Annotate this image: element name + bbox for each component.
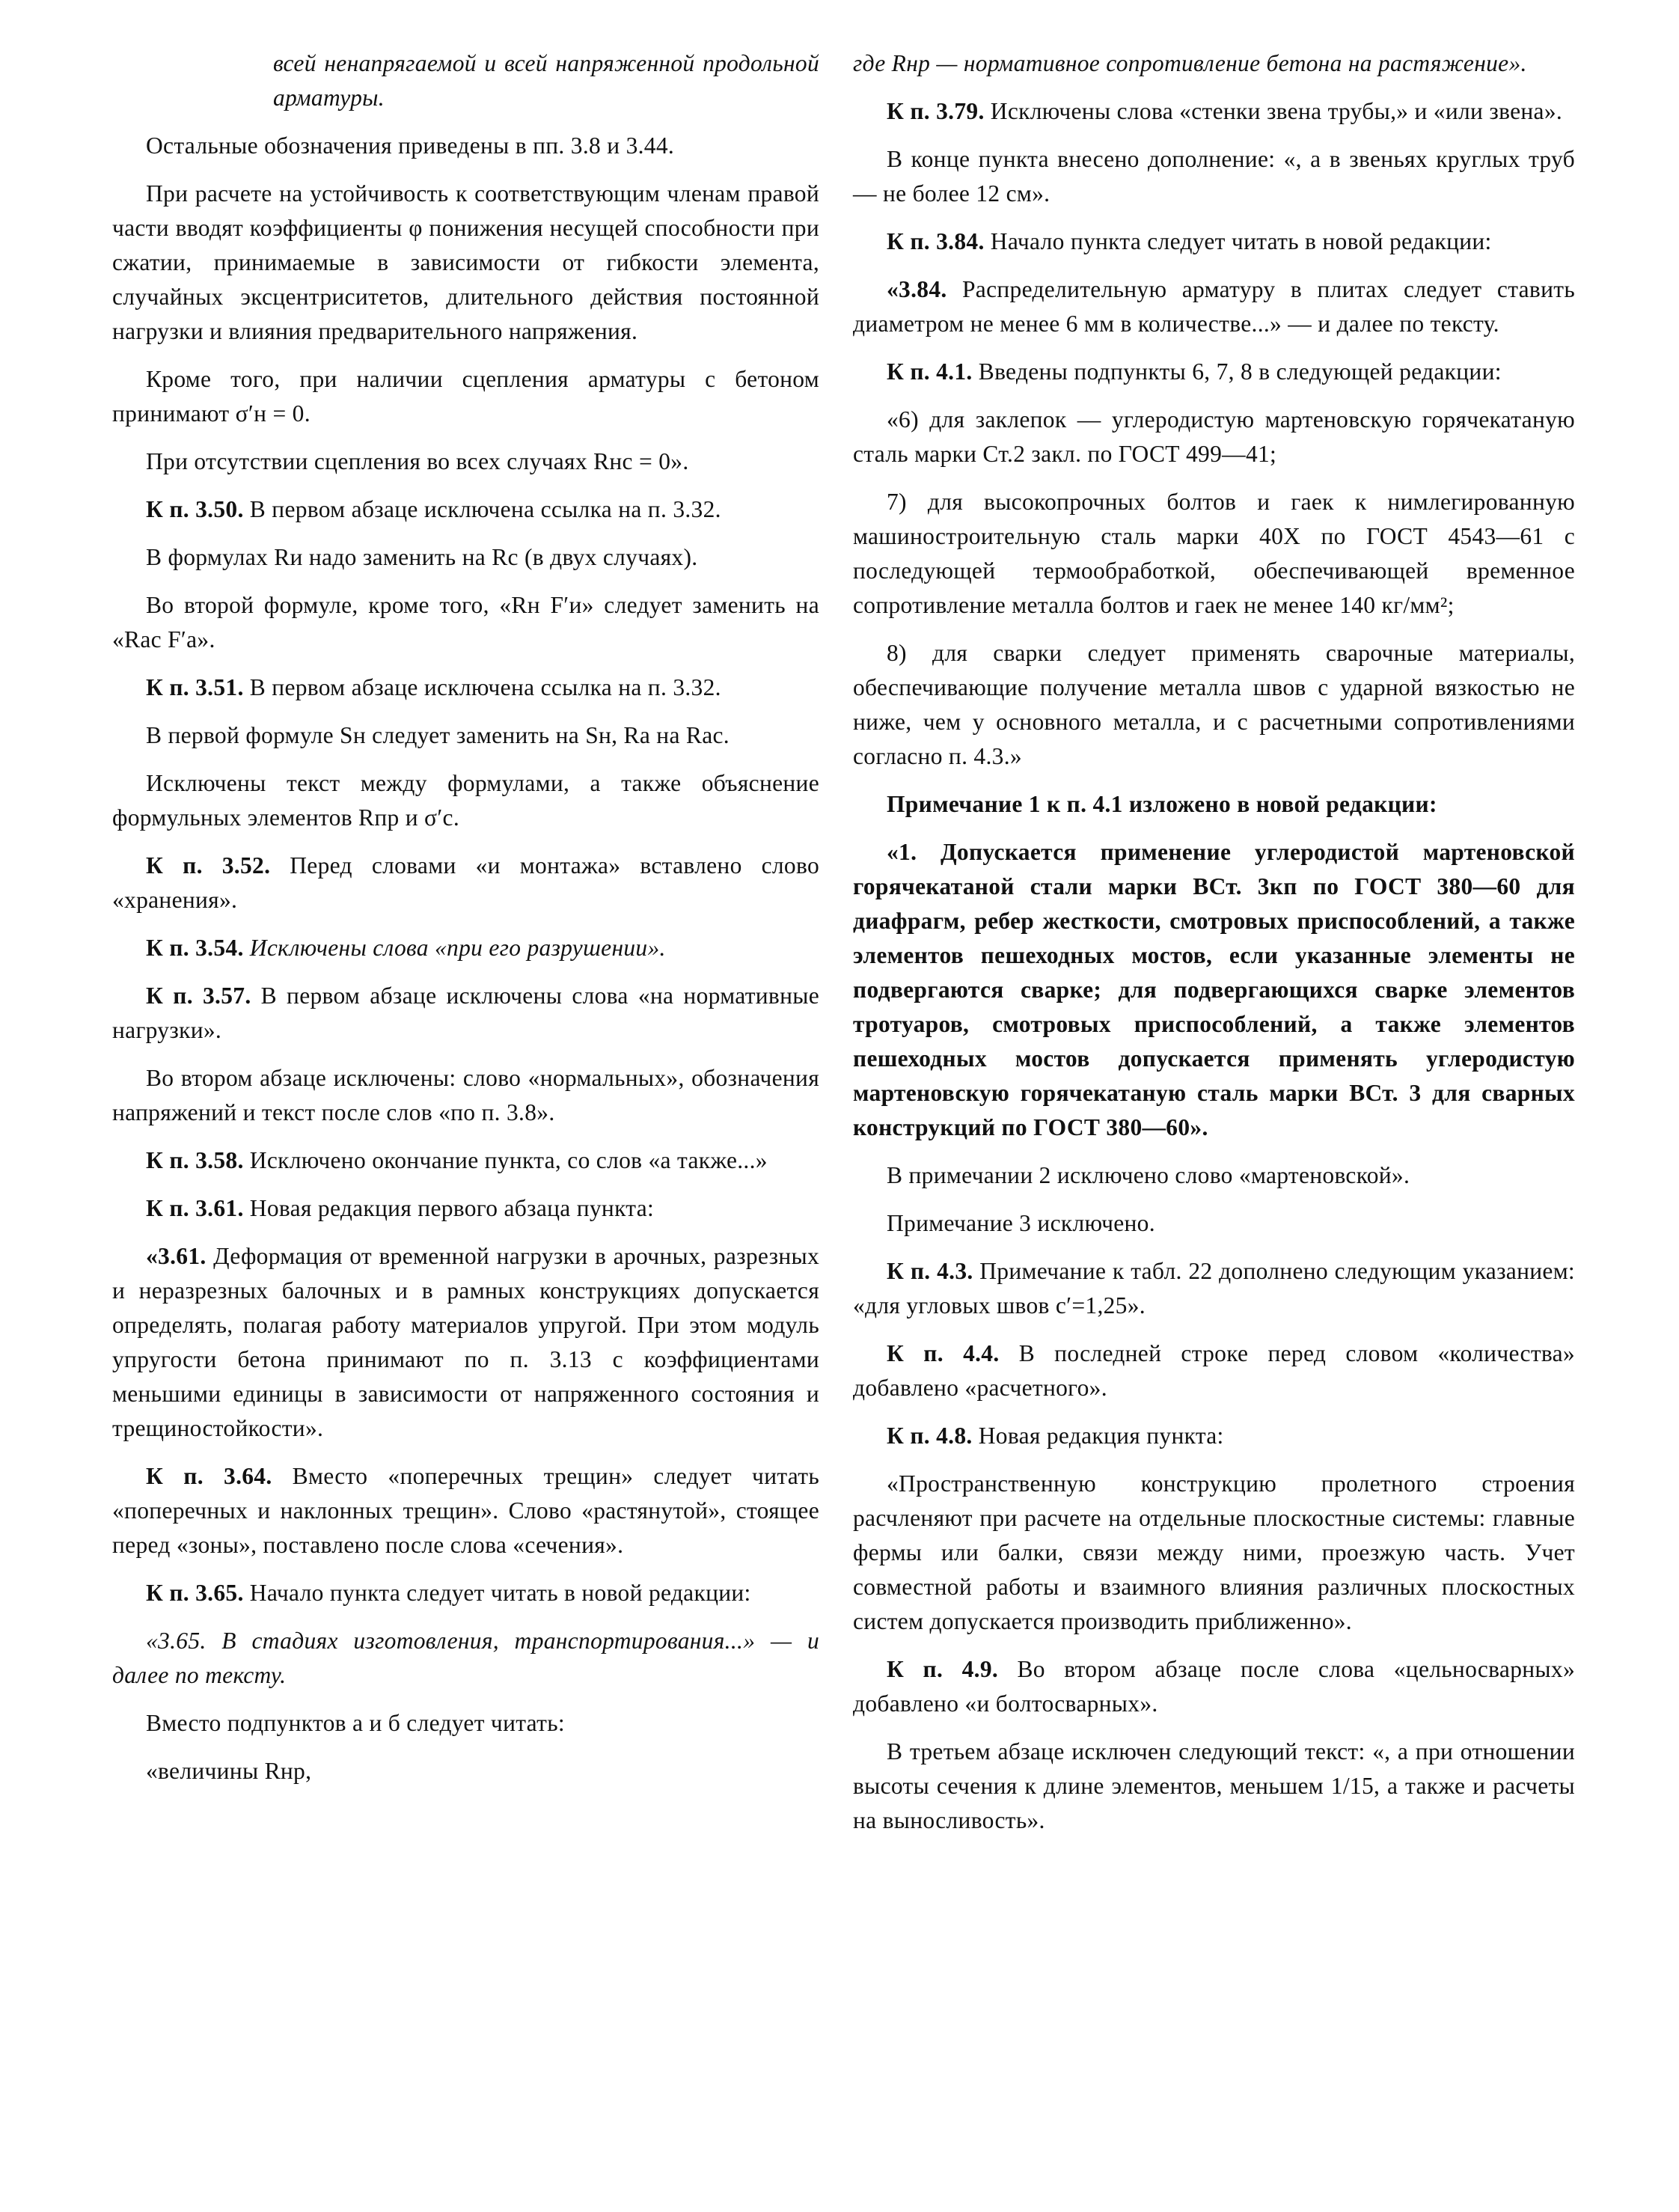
paragraph [853,1254,1575,1323]
text-run: «3.61. [146,1243,207,1269]
paragraph [853,1467,1575,1639]
text-run: В конце пункта внесено дополнение: «, а в звеньях круглых труб — не более 12 см». [853,146,1575,207]
paragraph [853,94,1575,129]
text-run: Во второй формуле, кроме того, «Rн F′и» следует заменить на «Rас F′а». [112,592,819,653]
text-run: К п. 3.50. [146,496,244,522]
text-run: К п. 3.64. [146,1463,272,1489]
text-run: «6) для заклепок — углеродистую мартеновскую горячекатаную сталь марки Ст.2 закл. по ГОСТ 499—41; [853,406,1575,467]
paragraph [112,129,819,163]
paragraph [112,1143,819,1178]
text-run: «3.65. В стадиях изготовления, транспортирования...» — и далее по тексту. [112,1628,819,1688]
paragraph [112,362,819,431]
paragraph [112,718,819,753]
text-run: Исключено окончание пункта, со слов «а также...» [243,1147,768,1173]
paragraph [853,142,1575,211]
text-run: При расчете на устойчивость к соответствующим членам правой части вводят коэффициенты φ понижения несущей способности при сжатии, принимаемые в зависимости от гибкости элемента, случайных эксцентриситетов, длительного действия постоянной нагрузки и влияния предварительного напряжения. [112,180,819,344]
text-run: «3.84. [887,276,947,302]
text-run: Исключены текст между формулами, а также объяснение формульных элементов Rпр и σ′с. [112,770,819,831]
text-run: К п. 3.58. [146,1147,244,1173]
paragraph [112,1706,819,1741]
paragraph [853,835,1575,1145]
paragraph [853,787,1575,822]
paragraph [853,1419,1575,1453]
paragraph [112,1459,819,1562]
paragraph [853,1158,1575,1193]
text-run: Во втором абзаце после слова «цельносварных» добавлено «и болтосварных». [853,1656,1575,1717]
paragraph [853,403,1575,471]
text-run: Новая редакция пункта: [972,1423,1224,1449]
text-run: В формулах Rи надо заменить на Rс (в двух случаях). [146,544,698,570]
text-run: Примечание 1 к п. 4.1 изложено в новой редакции: [887,791,1437,817]
text-run: К п. 3.84. [887,228,985,254]
paragraph [853,1206,1575,1241]
text-run: При отсутствии сцепления во всех случаях Rнс = 0». [146,448,689,474]
text-run: Исключены слова «стенки звена трубы,» и «или звена». [984,98,1563,124]
text-run: Кроме того, при наличии сцепления арматуры с бетоном принимают σ′н = 0. [112,366,819,427]
paragraph [112,46,819,115]
paragraph [112,1191,819,1226]
paragraph [853,224,1575,259]
text-run: К п. 4.3. [887,1258,973,1284]
text-run: К п. 3.57. [146,983,251,1009]
paragraph [112,588,819,657]
text-run: 7) для высокопрочных болтов и гаек к нимлегированную машиностроительную сталь марки 40Х по ГОСТ 4543—61 с последующей термообработкой, обеспечивающей временное сопротивление металла болтов и гаек не менее 140 кг/мм²; [853,489,1575,618]
text-run: К п. 4.8. [887,1423,973,1449]
text-run: Начало пункта следует читать в новой редакции: [243,1580,751,1606]
text-run: всей ненапрягаемой и всей напряженной продольной арматуры. [273,50,819,111]
text-run: 8) для сварки следует применять сварочные материалы, обеспечивающие получение металла швов с ударной вязкостью не ниже, чем у основного металла, и с расчетными сопротивлениями согласно п. 4.3.» [853,640,1575,769]
paragraph [853,46,1575,81]
text-run: К п. 3.65. [146,1580,244,1606]
paragraph [112,979,819,1048]
paragraph [853,1735,1575,1838]
text-run: Начало пункта следует читать в новой редакции: [984,228,1492,254]
text-run: В последней строке перед словом «количества» добавлено «расчетного». [853,1340,1575,1401]
text-run: К п. 4.4. [887,1340,1000,1366]
paragraph [112,670,819,705]
text-run: Примечание к табл. 22 дополнено следующим указанием: «для угловых швов c′=1,25». [853,1258,1575,1319]
paragraph [853,1652,1575,1721]
text-run: К п. 3.51. [146,674,244,700]
text-run: К п. 3.61. [146,1195,244,1221]
paragraph [112,1624,819,1693]
text-run: К п. 3.54. [146,935,244,961]
text-run: где Rнр — нормативное сопротивление бетона на растяжение». [853,50,1527,76]
text-run: К п. 4.1. [887,358,973,385]
text-run: Во втором абзаце исключены: слово «нормальных», обозначения напряжений и текст после слов «по п. 3.8». [112,1065,819,1125]
text-run: Примечание 3 исключено. [887,1210,1155,1236]
text-run: В первой формуле Sн следует заменить на Sн, Rа на Rас. [146,722,730,748]
paragraph [112,540,819,575]
paragraph [112,1754,819,1788]
text-run: Остальные обозначения приведены в пп. 3.8 и 3.44. [146,132,675,159]
text-run: В первом абзаце исключена ссылка на п. 3.32. [243,674,721,700]
text-run: Введены подпункты 6, 7, 8 в следующей редакции: [972,358,1502,385]
paragraph [853,355,1575,389]
text-run: К п. 4.9. [887,1656,999,1682]
text-run: Новая редакция первого абзаца пункта: [243,1195,655,1221]
paragraph [853,1336,1575,1405]
text-run: Вместо «поперечных трещин» следует читать «поперечных и наклонных трещин». Слово «растянутой», стоящее перед «зоны», поставлено после слова «сечения». [112,1463,819,1558]
paragraph [853,272,1575,341]
paragraph [112,931,819,965]
text-run: Распределительную арматуру в плитах следует ставить диаметром не менее 6 мм в количестве...» — и далее по тексту. [853,276,1575,337]
text-run: «Пространственную конструкцию пролетного строения расчленяют при расчете на отдельные плоскостные системы: главные фермы или балки, связи между ними, проезжую часть. Учет совместной работы и взаимного влияния различных плоскостных систем допускается производить приближенно». [853,1470,1575,1634]
paragraph [112,1061,819,1130]
text-run: К п. 3.79. [887,98,985,124]
text-run: Перед словами «и монтажа» вставлено слово «хранения». [112,852,819,913]
paragraph [112,177,819,349]
text-run: К п. 3.52. [146,852,271,879]
paragraph [112,444,819,479]
text-run: В первом абзаце исключены слова «на нормативные нагрузки». [112,983,819,1043]
paragraph [112,766,819,835]
paragraph [853,485,1575,623]
paragraph [112,1239,819,1446]
paragraph [112,1576,819,1610]
text-run: В примечании 2 исключено слово «мартеновской». [887,1162,1410,1188]
paragraph [112,492,819,527]
paragraph [853,636,1575,774]
left-column [112,46,819,1802]
right-column [853,46,1575,1851]
paragraph [112,849,819,917]
text-run: В третьем абзаце исключен следующий текст: «, а при отношении высоты сечения к длине элементов, меньшем 1/15, а также и расчеты на выносливость». [853,1738,1575,1833]
text-run: Вместо подпунктов а и б следует читать: [146,1710,565,1736]
text-run: «величины Rнр, [146,1758,312,1784]
text-run: В первом абзаце исключена ссылка на п. 3.32. [243,496,721,522]
text-run: «1. Допускается применение углеродистой мартеновской горячекатаной стали марки ВСт. 3кп по ГОСТ 380—60 для диафрагм, ребер жесткости, смотровых приспособлений, а также элементов пешеходных мостов, если указанные элементы не подвергаются сварке; для подвергающихся сварке элементов тротуаров, смотровых приспособлений, а также элементов пешеходных мостов допускается применять углеродистую мартеновскую горячекатаную сталь марки ВСт. 3 для сварных конструкций по ГОСТ 380—60». [853,839,1575,1140]
text-run: Деформация от временной нагрузки в арочных, разрезных и неразрезных балочных и в рамных конструкциях допускается определять, полагая работу материалов упругой. При этом модуль упругости бетона принимают по п. 3.13 с коэффициентами меньшими единицы в зависимости от напряженного состояния и трещиностойкости». [112,1243,819,1441]
text-run: Исключены слова «при его разрушении». [243,935,666,961]
